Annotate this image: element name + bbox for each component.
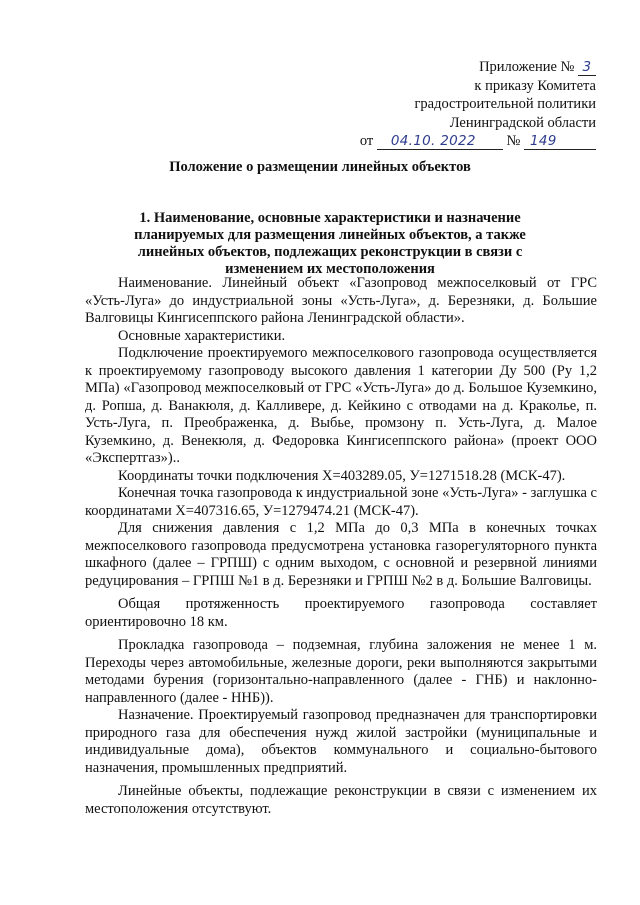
appendix-number: 3 — [578, 60, 596, 76]
paragraph-connection-coordinates: Координаты точки подключения Х=403289.05, У=1271518.28 (МСК-47). — [118, 467, 566, 484]
region-line: Ленинградской области — [449, 114, 596, 131]
committee-line: градостроительной политики — [414, 96, 596, 112]
section-heading: 1. Наименование, основные характеристики и назначение планируемых для размещения линейных объектов, а также линейных объектов, подлежащих реконструкции в связи с изменением их местоположения — [134, 210, 526, 277]
date-value: 04.10. 2022 — [377, 134, 503, 150]
paragraph-length: Общая протяженность проектируемого газопровода составляет ориентировочно 18 км. — [85, 596, 597, 630]
paragraph-end-point: Конечная точка газопровода к индустриальной зоне «Усть-Луга» - заглушка с координатами Х=407316.65, У=1279474.21 (МСК-47). — [85, 485, 597, 519]
number-value: 149 — [524, 134, 596, 150]
order-line: к приказу Комитета — [474, 77, 596, 94]
document-title: Положение о размещении линейных объектов — [169, 159, 471, 175]
paragraph-characteristics: Основные характеристики. — [118, 327, 286, 344]
date-prefix: от — [359, 133, 374, 149]
appendix-label: Приложение № — [479, 59, 575, 75]
paragraph-purpose: Назначение. Проектируемый газопровод предназначен для транспортировки природного газа для обеспечения нужд жилой застройки (муниципальные и индивидуальные дома), объектов коммунального и социально-бытового назначения, промышленных предприятий. — [85, 707, 597, 776]
paragraph-pressure: Для снижения давления с 1,2 МПа до 0,3 МПа в конечных точках межпоселкового газопровода предусмотрена установка газорегуляторного пункта шкафного (далее – ГРПШ) с одним выходом, с основной и резервной линиями редуцирования – ГРПШ №1 в д. Березняки и ГРПШ №2 в д. Большие Валговицы. — [85, 520, 597, 589]
paragraph-connection: Подключение проектируемого межпоселкового газопровода осуществляется к проектируемому газопроводу высокого давления 1 категории Ду 500 (Ру 1,2 МПа) «Газопровод межпоселковый от ГРС «Усть-Луга» до д. Большое Куземкино, д. Ропша, д. Ванакюля, д. Калливере, д. Кейкино с отводами на д. Краколье, п. Усть-Луга, п. Преображенка, д. Выбье, промзону п. Усть-Луга, д. Малое Куземкино, д. Венекюля, д. Федоровка Кингисеппского района» (проект ООО «Экспертгаз»).. — [85, 345, 597, 466]
number-label: № — [506, 133, 521, 149]
paragraph-laying: Прокладка газопровода – подземная, глубина заложения не менее 1 м. Переходы через автомобильные, железные дороги, реки выполняются закрытыми методами бурения (горизонтально-направленного (далее - ГНБ) и наклонно-направленного (далее - ННБ)). — [85, 637, 597, 706]
paragraph-name: Наименование. Линейный объект «Газопровод межпоселковый от ГРС «Усть-Луга» до индустриальной зоны «Усть-Луга», д. Березняки, д. Большие Валговицы Кингисеппского района Ленинградской области». — [85, 275, 597, 326]
document-body — [85, 275, 597, 818]
appendix-line — [296, 58, 596, 77]
paragraph-reconstruction: Линейные объекты, подлежащие реконструкции в связи с изменением их местоположения отсутствуют. — [85, 783, 597, 817]
date-number-line — [296, 132, 596, 151]
approval-block — [296, 58, 596, 151]
